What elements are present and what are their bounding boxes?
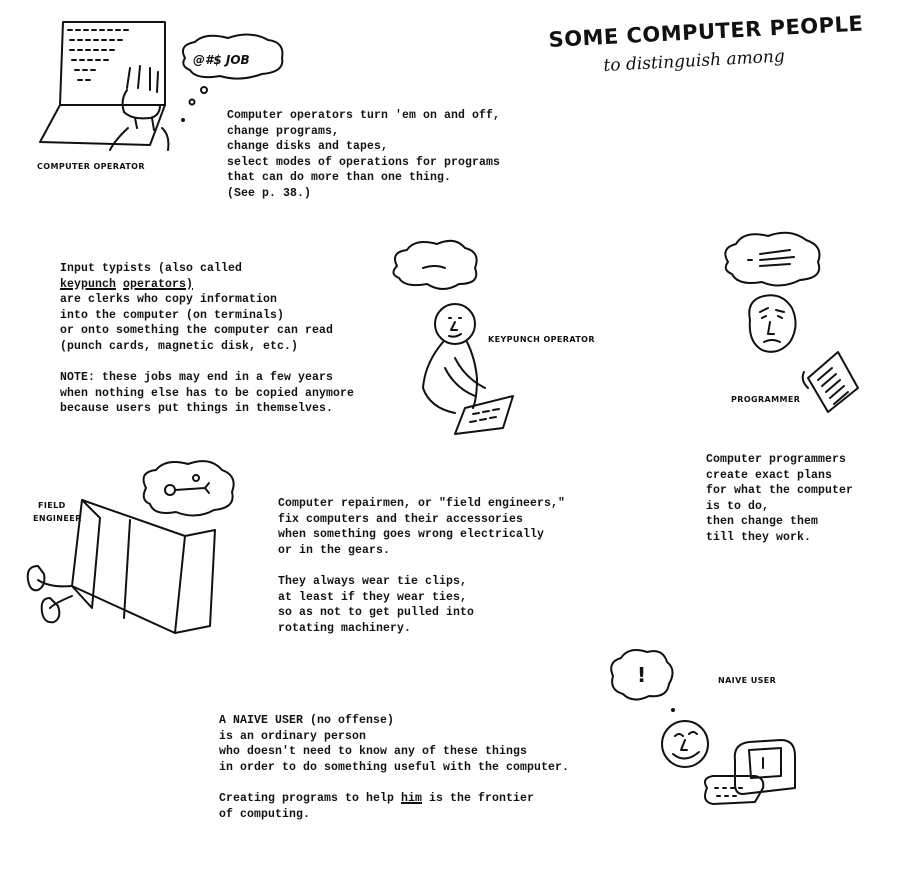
text-line: that can do more than one thing.: [227, 171, 452, 185]
him-emphasis: him: [401, 791, 423, 805]
text-line: Computer repairmen, or "field engineers,": [278, 497, 566, 510]
text-line: in order to do something useful with the computer.: [219, 760, 570, 774]
operator-console: [40, 22, 165, 145]
wrench-icon: [165, 475, 209, 495]
printout-icon: [803, 352, 858, 412]
programmer-description: [706, 452, 853, 546]
text-line: select modes of operations for programs: [227, 155, 501, 169]
naive-bubble-text: !: [637, 663, 647, 687]
operator-bubble-text: @#$ JOB: [193, 53, 250, 67]
page-subtitle: to distinguish among: [603, 46, 786, 76]
text-line: is to do,: [706, 499, 770, 513]
programmer-caption: PROGRAMMER: [731, 395, 801, 404]
terminal-icon: [705, 740, 795, 804]
engineer-caption-line2: ENGINEER: [33, 514, 82, 523]
text-line: Input typists (also called: [60, 262, 243, 275]
text-line: of computing.: [219, 807, 311, 821]
cabinet-drawing: [72, 500, 215, 633]
text-line: [60, 277, 354, 293]
text-line: so as not to get pulled into: [278, 606, 475, 620]
text-line: who doesn't need to know any of these things: [219, 745, 528, 759]
text-line: or in the gears.: [278, 543, 391, 557]
text-line: Computer operators turn 'em on and off,: [227, 109, 501, 122]
text-line: are clerks who copy information: [60, 293, 278, 307]
text-line: till they work.: [706, 530, 812, 544]
text-fragment: is the frontier: [422, 791, 535, 805]
note-line: when nothing else has to be copied anymore: [60, 386, 355, 400]
keypunch-figure: [423, 304, 485, 413]
programmer-face: [749, 295, 795, 352]
text-fragment: Creating programs to help: [219, 791, 402, 805]
operator-caption: COMPUTER OPERATOR: [37, 162, 145, 171]
naive-user-face: [662, 721, 708, 767]
text-line: change programs,: [227, 124, 340, 138]
keypunch-term: keypunch: [60, 277, 117, 291]
operator-figure: [110, 66, 168, 150]
text-line: They always wear tie clips,: [278, 574, 468, 588]
thought-dots: [181, 87, 207, 122]
engineer-legs: [28, 566, 72, 622]
text-line: or onto something the computer can read: [60, 324, 334, 338]
text-line: Computer programmers: [706, 453, 847, 466]
operator-description: [227, 108, 500, 202]
naive-user-drawing: [605, 648, 825, 818]
keypunch-caption: KEYPUNCH OPERATOR: [488, 335, 595, 344]
text-line: (See p. 38.): [227, 186, 312, 200]
text-line: when something goes wrong electrically: [278, 528, 545, 542]
text-line: is an ordinary person: [219, 729, 367, 743]
page-title: SOME COMPUTER PEOPLE: [548, 11, 864, 52]
engineer-caption-line1: FIELD: [38, 501, 66, 510]
text-line: then change them: [706, 515, 819, 529]
naive-user-caption: NAIVE USER: [718, 676, 777, 685]
text-line: change disks and tapes,: [227, 140, 389, 154]
engineer-description: [278, 496, 565, 636]
thought-bubble-keypunch: [393, 241, 476, 289]
text-line: create exact plans: [706, 468, 833, 482]
field-engineer-drawing: [10, 458, 250, 658]
text-line: at least if they wear ties,: [278, 590, 468, 604]
naive-user-description: [219, 713, 569, 822]
keyboard-icon: [455, 396, 513, 434]
text-line: fix computers and their accessories: [278, 512, 524, 526]
keypunch-description: [60, 261, 354, 417]
note-line: NOTE: these jobs may end in a few years: [60, 371, 334, 385]
text-line: rotating machinery.: [278, 621, 412, 635]
text-line: [219, 791, 569, 807]
text-line: into the computer (on terminals): [60, 308, 285, 322]
operators-term: operators): [123, 277, 194, 291]
text-line: for what the computer: [706, 484, 854, 498]
note-line: because users put things in themselves.: [60, 402, 334, 416]
text-line: (punch cards, magnetic disk, etc.): [60, 339, 299, 353]
text-line: A NAIVE USER (no offense): [219, 714, 395, 727]
